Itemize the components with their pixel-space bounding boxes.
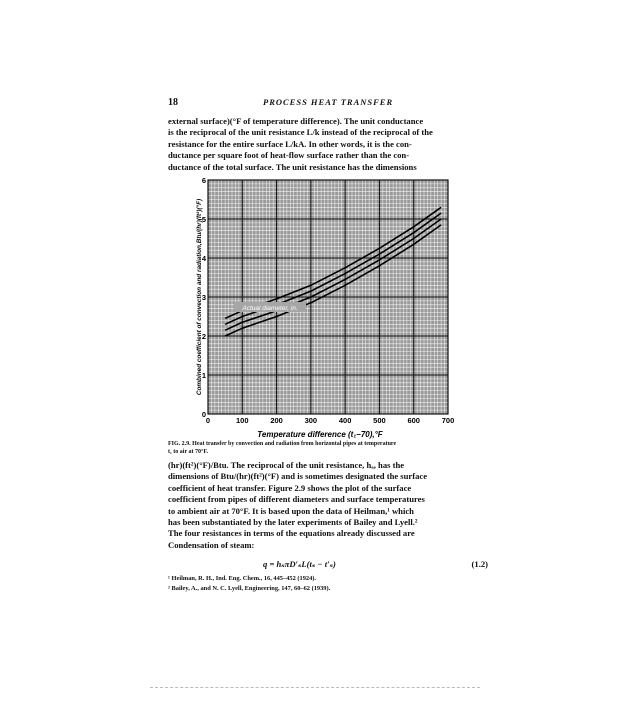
x-tick-label: 100 — [236, 416, 249, 425]
text-line: external surface)(°F of temperature difference). The unit conductance — [168, 116, 424, 126]
x-tick-label: 700 — [441, 416, 455, 425]
y-tick-label: 2 — [201, 332, 206, 341]
text-line: ductance per square foot of heat-flow surface rather than the con- — [168, 150, 410, 161]
y-tick-label: 3 — [201, 293, 206, 302]
footnote: ² Bailey, A., and N. C. Lyell, Engineering, 147, 60–62 (1939). — [168, 585, 331, 592]
y-tick-label: 5 — [201, 215, 206, 224]
text-line: to ambient air at 70°F. It is based upon the data of Heilman,¹ which — [168, 505, 414, 516]
y-tick-label: 4 — [201, 254, 206, 263]
footnote: ¹ Heilman, R. H., Ind. Eng. Chem., 16, 445–452 (1924). — [168, 575, 317, 582]
y-tick-label: 0 — [201, 410, 206, 419]
footnotes — [168, 574, 488, 594]
text-line: The four resistances in terms of the equations already discussed are — [168, 528, 415, 539]
text-line: coefficient of heat transfer. Figure 2.9 shows the plot of the surface — [168, 482, 412, 493]
text-line: coefficient from pipes of different diameters and surface temperatures — [168, 494, 425, 505]
caption-line: FIG. 2.9. Heat transfer by convection and radiation from horizontal pipes at temperature — [168, 441, 397, 447]
figure-caption — [168, 440, 488, 456]
x-tick-label: 400 — [338, 416, 352, 425]
x-tick-label: 300 — [304, 416, 318, 425]
text-line: resistance for the entire surface L/kA. In other words, it is the con- — [168, 138, 412, 149]
text-line: (hr)(ft²)(°F)/Btu. The reciprocal of the unit resistance, hₐ, has the — [168, 460, 405, 470]
text-line: is the reciprocal of the unit resistance L/k instead of the reciprocal of the — [168, 127, 433, 138]
top-paragraph — [168, 116, 488, 173]
running-header — [168, 97, 488, 111]
x-tick-labels — [206, 416, 454, 425]
running-title: PROCESS HEAT TRANSFER — [263, 97, 394, 107]
bottom-paragraph — [168, 460, 488, 551]
text-line: has been substantiated by the later experiments of Bailey and Lyell.² — [168, 517, 418, 528]
curve-annotation: Actual diameter, in. — [242, 305, 298, 312]
x-tick-label: 200 — [270, 416, 283, 425]
x-tick-label: 600 — [407, 416, 420, 425]
text-line: dimensions of Btu/(hr)(ft²)(°F) and is sometimes designated the surface — [168, 471, 428, 482]
caption-line: t₁ to air at 70°F. — [168, 449, 209, 455]
equation: q = hₛπD′ₛL(tₛ − t′ₛ) — [263, 559, 336, 569]
x-tick-label: 0 — [205, 416, 211, 425]
equation-number: (1.2) — [471, 559, 488, 569]
y-tick-label: 1 — [201, 371, 206, 380]
y-axis-label: Combined coefficient of convection and radiation,Btu/(hr)(ft²)(°F) — [196, 198, 203, 396]
text-line: Condensation of steam: — [168, 539, 255, 550]
figure-chart — [160, 172, 460, 440]
text-line: ductance of the total surface. The unit resistance has the dimensions — [168, 161, 417, 172]
x-axis-label: Temperature difference (t₁−70),°F — [257, 430, 383, 439]
x-tick-label: 500 — [373, 416, 386, 425]
equation-line — [168, 559, 488, 571]
y-tick-label: 6 — [201, 176, 206, 185]
bottom-scan-artifact — [150, 687, 480, 688]
page-number: 18 — [168, 97, 178, 108]
